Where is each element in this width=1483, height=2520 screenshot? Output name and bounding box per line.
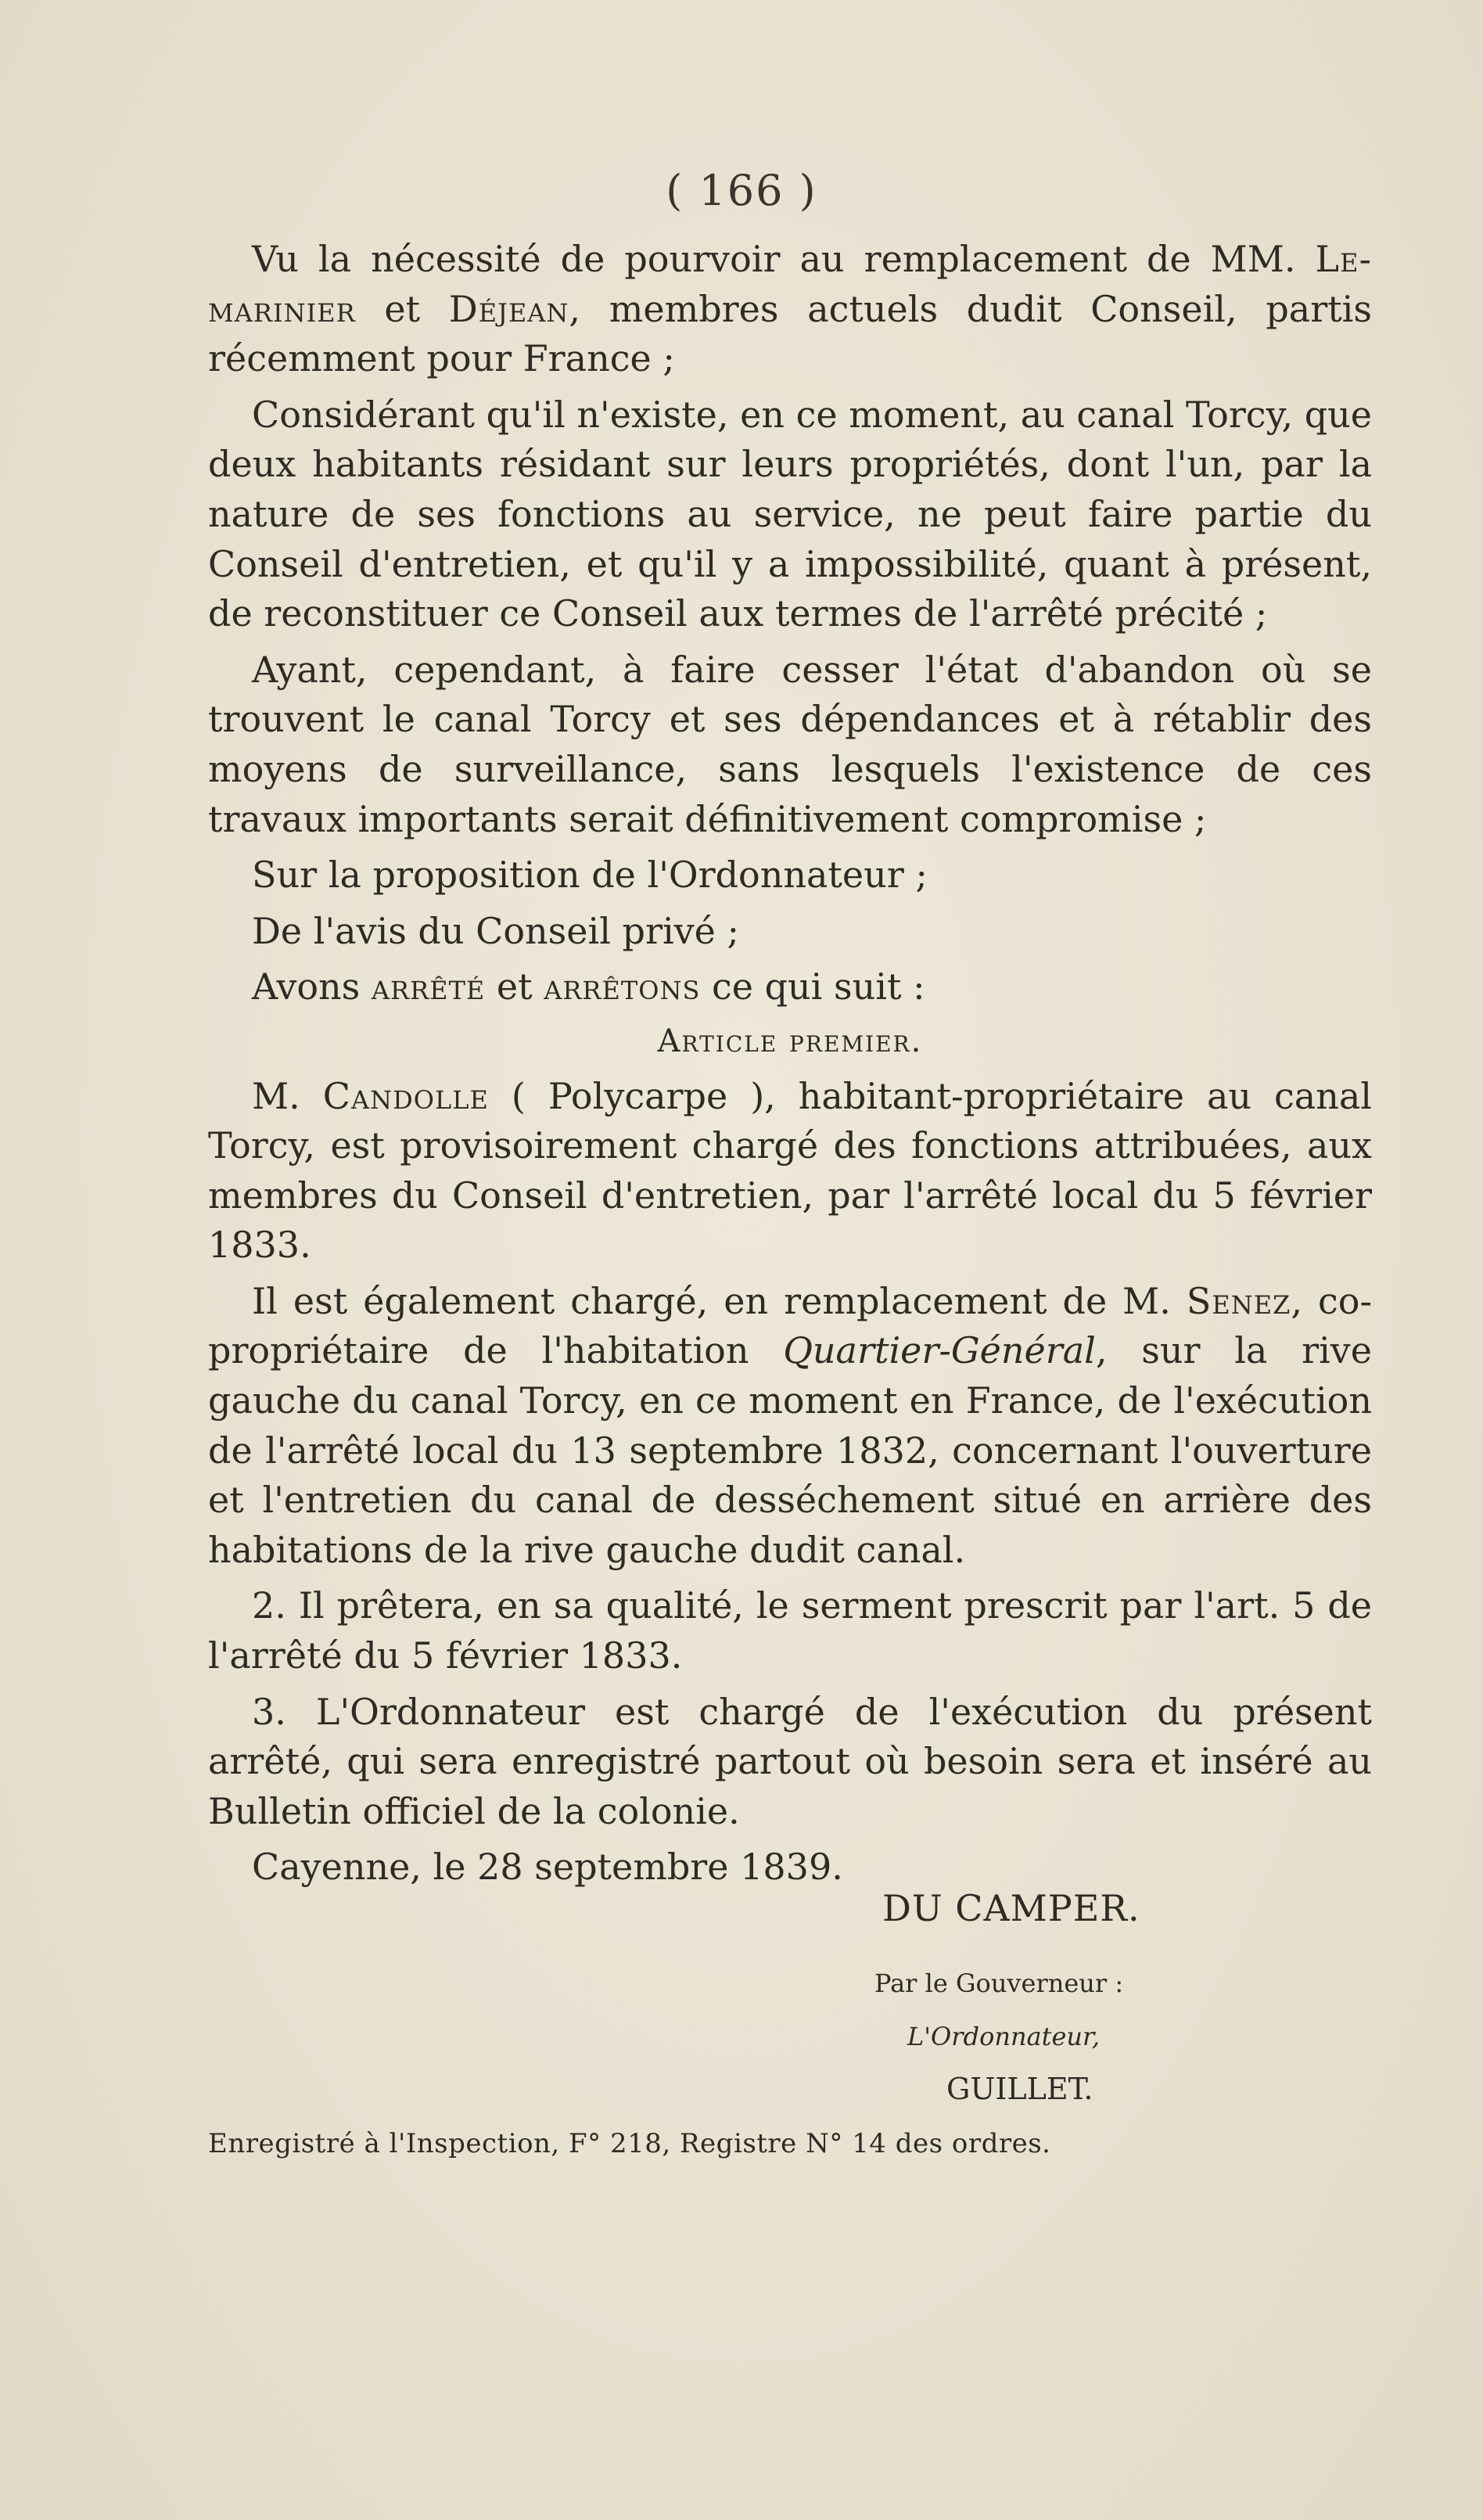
document-body [208,235,1372,1893]
paragraph-avis: De l'avis du Conseil privé ; [252,909,739,952]
name-senez: Senez [1186,1279,1291,1322]
signatory-name: DU CAMPER. [882,1887,1140,1929]
paragraph-avons: Avons arrêté et arrêtons ce qui suit : [252,965,925,1008]
paragraph-date: Cayenne, le 28 septembre 1839. [252,1846,843,1889]
paragraph-proposition: Sur la proposition de l'Ordonnateur ; [252,854,928,897]
paragraph-article-3: 3. L'Ordonnateur est chargé de l'exécution du présent arrêté, qui sera enregistré partout où besoin sera et inséré au Bulletin officiel de la colonie. [208,1690,1372,1832]
paragraph-vu: Vu la nécessité de pourvoir au remplacement de MM. Le-marinier et Déjean, membres actuels dudit Conseil, partis récemment pour France ; [208,238,1373,380]
paragraph-ayant: Ayant, cependant, à faire cesser l'état d'abandon où se trouvent le canal Torcy et ses dépendances et à rétablir des moyens de surveillance, sans lesquels l'existence de ces travaux importants serait définitivement compromise ; [208,648,1372,840]
registration-footer: Enregistré à l'Inspection, F° 218, Registre N° 14 des ordres. [208,2128,1051,2159]
name-lemarinier: Le-marinier [208,238,1372,330]
paragraph-article-1: M. Candolle ( Polycarpe ), habitant-propriétaire au canal Torcy, est provisoirement chargé des fonctions attribuées, aux membres du Conseil d'entretien, par l'arrêté local du 5 février 1833. [208,1074,1372,1267]
signature-official: GUILLET. [946,2072,1093,2106]
name-candolle: Candolle [322,1074,489,1117]
paragraph-considerant: Considérant qu'il n'existe, en ce moment, au canal Torcy, que deux habitants résidant sur leurs propriétés, dont l'un, par la nature de ses fonctions au service, ne peut faire partie du Conseil d'entretien, et qu'il y a impossibilité, quant à présent, de reconstituer ce Conseil aux termes de l'arrêté précité ; [208,393,1372,635]
article-heading: Article premier. [657,1023,923,1059]
name-dejean: Déjean [448,287,569,330]
habitation-name: Quartier-Général [783,1329,1096,1372]
paragraph-article-1-cont: Il est également chargé, en remplacement de M. Senez, co-propriétaire de l'habitation Quartier-Général, sur la rive gauche du canal Torcy, en ce moment en France, de l'exécution de l'arrêté local du 13 septembre 1832, concernant l'ouverture et l'entretien du canal de desséchement situé en arrière des habitations de la rive gauche dudit canal. [208,1279,1373,1571]
paragraph-article-2: 2. Il prêtera, en sa qualité, le serment prescrit par l'art. 5 de l'arrêté du 5 février 1833. [208,1584,1372,1677]
page-number: ( 166 ) [666,166,817,215]
signature-by: Par le Gouverneur : [874,1968,1124,1998]
signature-role: L'Ordonnateur, [907,2022,1100,2051]
